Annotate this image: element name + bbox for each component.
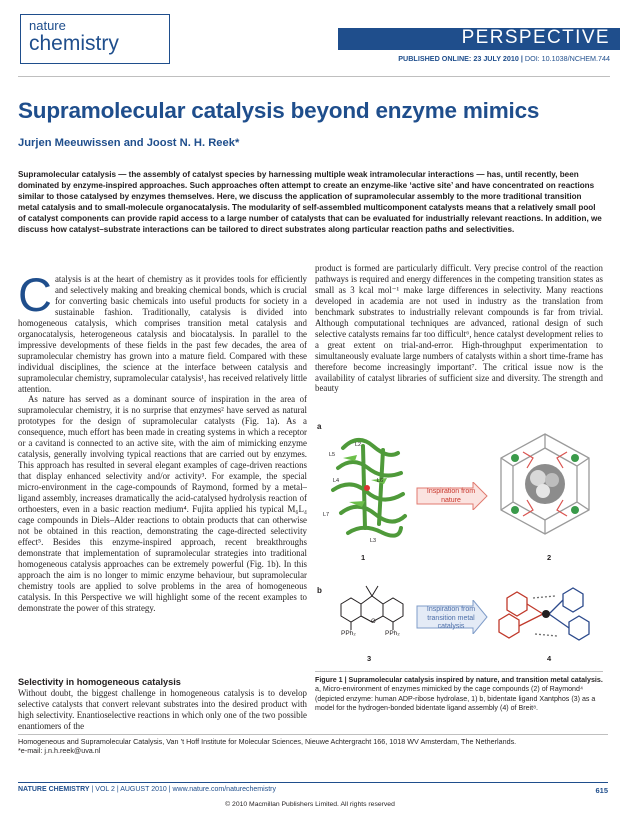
dropcap: C [18,268,52,321]
abstract: Supramolecular catalysis — the assembly of catalyst species by harnessing multiple weak intramolecular interactions — has, until recently, been dominated by enzyme-inspired approaches. Such approaches often attempt to create an enzyme-like ‘active site’ and have concentrated on reactions similar to those catalysed by enzymes themselves. Here, we discuss the application of supramolecular assembly to the more traditional transition metal catalysis and to small-molecule organocatalysis. The modularity of self-assembled multicomponent catalysts means that a relatively small pool of catalyst components can provide rapid access to a large number of catalysts that can be evaluated for industrially relevant reactions. In addition, we discuss how catalyst–substrate interactions can be tailored to direct substrates along particular reaction paths and selectivities. [18,170,602,234]
paragraph-1 [18,268,307,394]
inspiration-metal: Inspiration from transition metal catalysis [426,606,476,630]
right-column: product is formed are particularly difficult. Very precise control of the reaction pathways is required and energy differences in the competing transition states as small as 3 kcal mol⁻¹ make large differences in selectivity. Many reactions developed in academia are not used in industry as the translation from benchmark substrates to industrially relevant compounds is far from trivial. Although computational techniques are advanced, rational design of such selective catalysts remains far too difficult⁶, hence catalyst development relies to a great extent on trial-and-error. High-throughput experimentation to simultaneously evaluate large numbers of catalysts within a short time-frame has therefore become increasingly important⁷. The critical issue now is the availability of catalyst libraries of sufficient size and diversity. The strength and beauty [315,263,603,394]
caption-text: a, Micro-environment of enzymes mimicked by the cage compounds (2) of Raymond⁴ (depicted enzyme: human ADP-ribose hydrolase, 1) b, bidentate ligand Xantphos (3) as a model for the hydrogen-bonded bidentate ligand assembly (4) of Breit⁸. [315,685,596,713]
left-column [18,268,307,614]
publication-info: PUBLISHED ONLINE: 23 JULY 2010 | DOI: 10.1038/NCHEM.744 [398,54,610,63]
oxygen-label: O [371,619,376,625]
cage-compound [493,428,597,540]
loop-label-l4: L4 [333,478,340,484]
logo-nature: nature [29,18,66,33]
loop-label-l5: L5 [329,452,336,458]
affiliation: Homogeneous and Supramolecular Catalysis, Van ’t Hoff Institute for Molecular Sciences, Nieuwe Achtergracht 166, 1018 WV Amsterdam, The Netherlands. [18,737,517,746]
paragraph-2: As nature has served as a dominant source of inspiration in the area of supramolecular chemistry, it is no surprise that enzymes² have served as natural prototypes for the design of supramolecular catalysts (Fig. 1a). As a consequence, much effort has been made in creating systems in which a receptor or a cavitand is connected to an active site, with the aim of mimicking enzyme catalysis, generally involving typical reactions that are carried out by enzymes. This approach has resulted in several elegant examples of cage-driven reactions that display enhanced selectivity and/or activity³. For example, the special micro-environment in the cage-compounds of Raymond, formed by a metal–ligand assembly, increases dramatically the acid-catalysed hydrolysis reaction of orthoesters, even in a basic reaction medium⁴. Fujita applied his typical M₆L₄ cage compounds in Diels–Alder reactions to obtain products that can otherwise not be obtained in this reaction, demonstrating the cage-directed selectivity effect⁵. Besides this enzyme-inspired approach, recent breakthroughs demonstrate that implementation of supramolecular strategies into traditional homogeneous catalysis approaches can be extremely powerful (Fig. 1b). In this approach the aim is no longer to mimic enzyme behaviour, but supramolecular chemistry tools are applied to solve problems in the area of homogeneous catalysis. In this Perspective we will highlight some of the recent examples to demonstrate the power of this strategy. [18,394,307,613]
paragraph-1-text: atalysis is at the heart of chemistry as it provides tools for efficiently and selectively making and breaking chemical bonds, which is crucial for converting basic chemicals into useful products for society in a sustainable fashion. Traditionally, catalysis is divided into homogeneous catalysis, which comprises transition metal catalysis and organocatalysis, heterogeneous catalysis and biocatalysis. In parallel to the impressive developments of these fields in the past few decades, the area of supramolecular chemistry has grown into a mature field. Compared with these individual disciplines, the science at the interface between catalysis and supramolecular chemistry, supramolecular catalysis¹, has received relatively little attention. [18,274,307,394]
panel-a-label: a [317,422,322,431]
article-title: Supramolecular catalysis beyond enzyme mimics [18,98,540,123]
panel-b-label: b [317,586,322,595]
bottom-rule [18,782,608,783]
logo-chemistry: chemistry [29,32,119,55]
header-rule [18,76,610,77]
issue-date: AUGUST 2010 [120,786,167,793]
authors: Jurjen Meeuwissen and Joost N. H. Reek* [18,137,240,149]
corresponding-email[interactable]: *e-mail: j.n.h.reek@uva.nl [18,746,101,756]
journal-footer: NATURE CHEMISTRY | VOL 2 | AUGUST 2010 | www.nature.com/naturechemistry [18,786,276,793]
compound-2-label: 2 [547,553,552,562]
compound-1-label: 1 [361,553,366,562]
compound-3-label: 3 [367,654,372,663]
published-date: PUBLISHED ONLINE: 23 JULY 2010 [398,54,519,63]
inspiration-nature: Inspiration from nature [426,488,476,504]
journal-logo[interactable] [20,14,170,64]
volume: VOL 2 [95,786,115,793]
section-heading: Selectivity in homogeneous catalysis [18,677,181,687]
figure-rule [315,671,603,672]
loop-label-l6: L6 [377,478,384,484]
paragraph-3: Without doubt, the biggest challenge in homogeneous catalysis is to develop selective catalysts that convert relevant substrates into the desired product with high selectivity. Enantioselective reactions in which only one of the two possible enantiomers of the [18,688,307,731]
journal-url[interactable]: www.nature.com/naturechemistry [172,786,276,793]
section-label: PERSPECTIVE [461,27,610,48]
pph2-left: PPh₂ [341,630,356,637]
footer-rule [18,734,608,735]
affiliation-note [18,737,608,755]
doi[interactable]: DOI: 10.1038/NCHEM.744 [524,54,610,63]
caption-title: Figure 1 | Supramolecular catalysis inspired by nature, and transition metal catalysis. [315,676,603,684]
loop-label-l2: L2 [355,442,362,448]
page-number: 615 [595,786,608,795]
copyright: © 2010 Macmillan Publishers Limited. All rights reserved [225,801,395,808]
compound-4-label: 4 [547,654,552,663]
enzyme-structure [323,428,411,546]
loop-label-l3: L3 [370,538,377,544]
figure-1 [315,420,603,670]
ligand-assembly [493,584,597,650]
journal-name: NATURE CHEMISTRY [18,786,90,793]
figure-caption [315,676,603,714]
pph2-right: PPh₂ [385,630,400,637]
loop-label-l7: L7 [323,512,330,518]
